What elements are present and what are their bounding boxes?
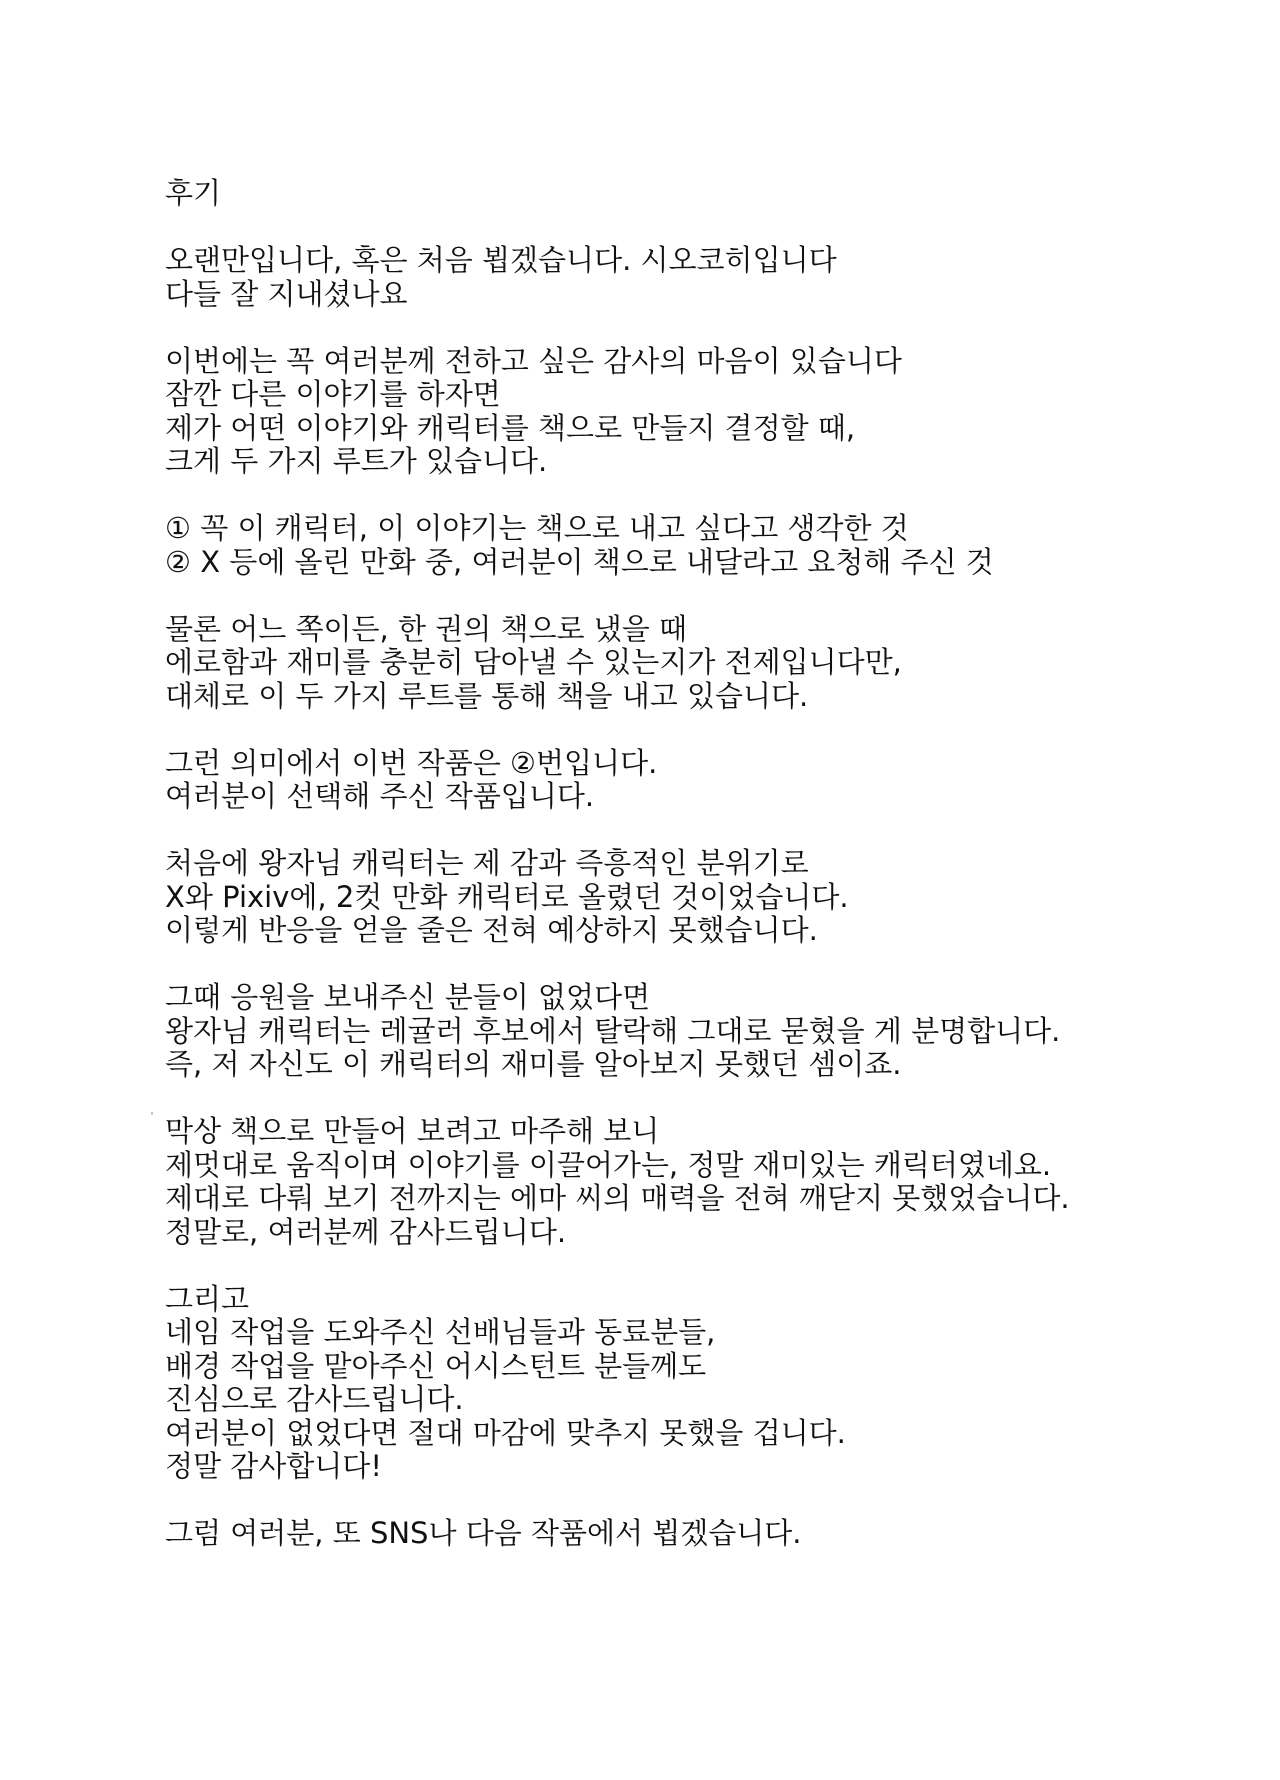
paragraph-gap (165, 948, 1245, 982)
text-line: 막상 책으로 만들어 보려고 마주해 보니 (165, 1114, 660, 1148)
text-line: 여러분이 없었다면 절대 마감에 맞추지 못했을 겁니다. (165, 1415, 846, 1450)
paragraph-gap (165, 479, 1245, 513)
text-line: 정말 감사합니다! (165, 1449, 382, 1483)
paragraph-gap (165, 1484, 1245, 1518)
paragraph-6 (165, 847, 1245, 948)
document-title: 후기 (165, 176, 222, 210)
afterword-text (165, 177, 1245, 1551)
text-line: X와 Pixiv에, 2컷 만화 캐릭터로 올렸던 것이었습니다. (165, 879, 849, 914)
paragraph-gap (165, 814, 1245, 848)
paragraph-9 (165, 1283, 1245, 1484)
paragraph-1 (165, 244, 1245, 311)
text-line: ② X 등에 올린 만화 중, 여러분이 책으로 내달라고 요청해 주신 것 (165, 544, 994, 579)
text-line: 크게 두 가지 루트가 있습니다. (165, 444, 548, 478)
text-line: 즉, 저 자신도 이 캐릭터의 재미를 알아보지 못했던 셈이죠. (165, 1047, 902, 1081)
paragraph-2 (165, 345, 1245, 479)
paragraph-gap (165, 579, 1245, 613)
text-line: 정말로, 여러분께 감사드립니다. (165, 1214, 567, 1249)
text-line: 그런 의미에서 이번 작품은 ②번입니다. (165, 745, 658, 780)
paragraph-8 (165, 1115, 1245, 1249)
paragraph-3 (165, 512, 1245, 579)
paragraph-gap (165, 1082, 1245, 1116)
text-line: 그럼 여러분, 또 SNS나 다음 작품에서 뵙겠습니다. (165, 1516, 802, 1550)
text-line: 네임 작업을 도와주신 선배님들과 동료분들, (165, 1315, 716, 1349)
text-line: 처음에 왕자님 캐릭터는 제 감과 즉흥적인 분위기로 (165, 846, 809, 880)
text-line: 잠깐 다른 이야기를 하자면 (165, 377, 501, 411)
text-line: 제멋대로 움직이며 이야기를 이끌어가는, 정말 재미있는 캐릭터였네요. (165, 1147, 1052, 1182)
scan-speck (151, 1112, 153, 1115)
text-line: 여러분이 선택해 주신 작품입니다. (165, 779, 595, 813)
paragraph-gap (165, 1249, 1245, 1283)
text-line: 제대로 다뤄 보기 전까지는 에마 씨의 매력을 전혀 깨닫지 못했었습니다. (165, 1181, 1070, 1215)
text-line: 왕자님 캐릭터는 레귤러 후보에서 탈락해 그대로 묻혔을 게 분명합니다. (165, 1013, 1061, 1048)
paragraph-gap (165, 713, 1245, 747)
text-line: 에로함과 재미를 충분히 담아낼 수 있는지가 전제입니다만, (165, 645, 902, 679)
text-line: 이렇게 반응을 얻을 줄은 전혀 예상하지 못했습니다. (165, 913, 818, 947)
text-line: 오랜만입니다, 혹은 처음 뵙겠습니다. 시오코히입니다 (165, 243, 837, 277)
paragraph-gap (165, 211, 1245, 245)
text-line: 물론 어느 쪽이든, 한 권의 책으로 냈을 때 (165, 611, 687, 646)
text-line: 제가 어떤 이야기와 캐릭터를 책으로 만들지 결정할 때, (165, 410, 856, 445)
text-line: 그때 응원을 보내주신 분들이 없었다면 (165, 980, 651, 1014)
paragraph-10 (165, 1517, 1245, 1551)
text-line: 그리고 (165, 1281, 250, 1316)
text-line: 이번에는 꼭 여러분께 전하고 싶은 감사의 마음이 있습니다 (165, 343, 902, 378)
paragraph-7 (165, 981, 1245, 1082)
text-line: 대체로 이 두 가지 루트를 통해 책을 내고 있습니다. (165, 678, 809, 713)
paragraph-5 (165, 747, 1245, 814)
text-line: 진심으로 감사드립니다. (165, 1382, 464, 1416)
paragraph-gap (165, 311, 1245, 345)
text-line: 배경 작업을 맡아주신 어시스턴트 분들께도 (165, 1348, 707, 1383)
text-line: ① 꼭 이 캐릭터, 이 이야기는 책으로 내고 싶다고 생각한 것 (165, 511, 909, 545)
paragraph-4 (165, 613, 1245, 714)
text-line: 다들 잘 지내셨나요 (165, 276, 408, 311)
